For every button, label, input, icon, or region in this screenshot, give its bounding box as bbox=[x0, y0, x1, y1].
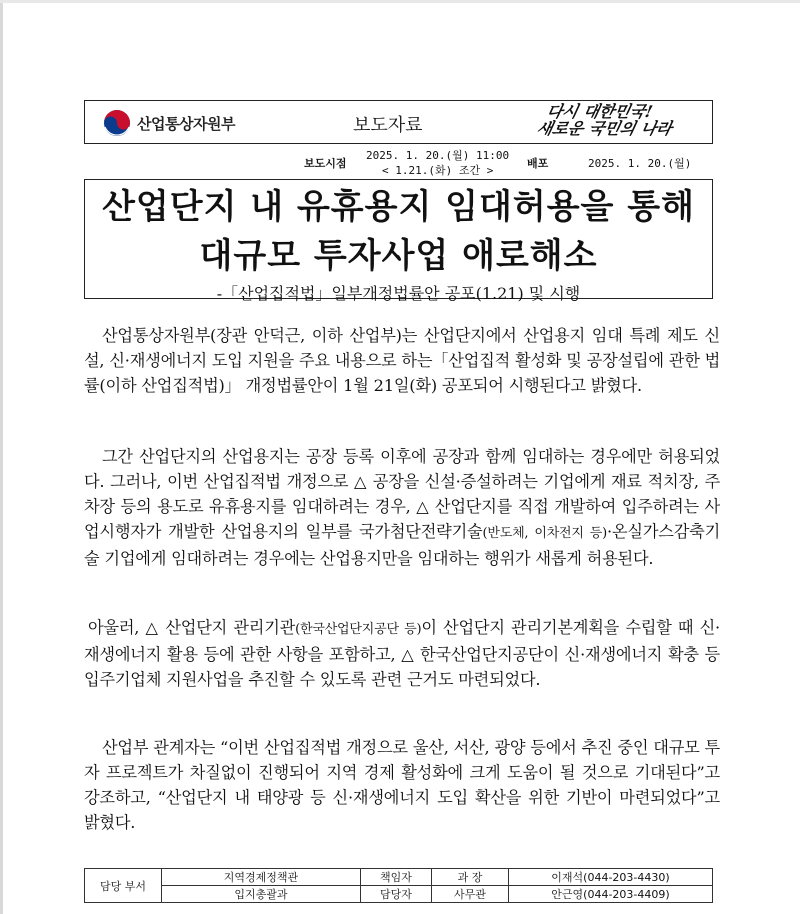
slogan-line-1: 다시 대한민국! bbox=[544, 102, 655, 121]
responsible-title-cell: 과 장 bbox=[432, 869, 509, 886]
government-emblem-icon bbox=[103, 109, 131, 137]
document-type: 보도자료 bbox=[353, 115, 423, 136]
embargo-label: 보도시점 bbox=[304, 157, 347, 170]
header-box bbox=[84, 100, 713, 144]
dept-label-cell: 담당 부서 bbox=[85, 869, 162, 903]
staff-name-cell: 안근영(044-203-4409) bbox=[509, 886, 713, 903]
contact-table bbox=[84, 868, 713, 903]
page-edge-left bbox=[0, 0, 3, 914]
slogan-logo bbox=[533, 103, 703, 143]
page-edge-top bbox=[0, 0, 800, 3]
staff-title-cell: 사무관 bbox=[432, 886, 509, 903]
contact-row-2 bbox=[85, 886, 713, 903]
distribution-label: 배포 bbox=[527, 157, 549, 170]
ministry-name: 산업통상자원부 bbox=[137, 115, 235, 133]
paragraph-1 bbox=[84, 323, 720, 398]
dept-line-1-cell: 지역경제정책관 bbox=[162, 869, 361, 886]
responsible-name-cell: 이재석(044-203-4430) bbox=[509, 869, 713, 886]
responsible-label-cell: 책임자 bbox=[361, 869, 432, 886]
paragraph-3-text-a: 아울러, △ 산업단지 관리기관 bbox=[88, 618, 296, 637]
title-box bbox=[84, 179, 713, 303]
paragraph-2 bbox=[84, 444, 720, 571]
paragraph-2-text-a: 그간 산업단지의 산업용지는 공장 등록 이후에 공장과 함께 임대하는 경우에만 허용되었다. 그러나, 이번 산업집적법 개정으로 △ 공장을 신설·증설하려는 기업에게 재료 적치장, 주차장 등의 용도로 유휴용지를 임대하려는 경우, △ 산업단지를 직접 개발하여 입주하려는 사업시행자가 개발한 산업용지의 일부를 국가첨단전략기술 bbox=[84, 447, 720, 541]
paragraph-3-text-b: 이 산업단지 관리기본계획을 수립할 때 신·재생에너지 활용 등에 관한 사항을 포함하고, △ 한국산업단지공단이 신·재생에너지 확충 등 입주기업체 지원사업을 추진할 수 있도록 관련 근거도 마련되었다. bbox=[84, 618, 721, 689]
paragraph-1-text: 산업통상자원부(장관 안덕근, 이하 산업부)는 산업단지에서 산업용지 임대 특례 제도 신설, 신·재생에너지 도입 지원을 주요 내용으로 하는「산업집적 활성화 및 공장설립에 관한 법률(이하 산업집적법)」 개정법률안이 1월 21일(화) 공포되어 시행된다고 밝혔다. bbox=[84, 326, 721, 395]
contact-row-1 bbox=[85, 869, 713, 886]
staff-label-cell: 담당자 bbox=[361, 886, 432, 903]
headline-line-1: 산업단지 내 유휴용지 임대허용을 통해 bbox=[102, 187, 695, 227]
subtitle: -「산업집적법」일부개정법률안 공포(1.21) 및 시행 bbox=[216, 284, 581, 303]
paragraph-4 bbox=[84, 735, 720, 835]
embargo-value: 2025. 1. 20.(월) 11:00 bbox=[366, 149, 510, 162]
distribution-value: 2025. 1. 20.(월) bbox=[588, 157, 692, 170]
slogan-line-2: 새로운 국민의 나라 bbox=[534, 119, 674, 138]
paragraph-2-text-b: ·온실가스감축기술 기업에게 임대하려는 경우에는 산업용지만을 임대하는 행위가 새롭게 허용된다. bbox=[84, 522, 721, 568]
headline-line-2: 대규모 투자사업 애로해소 bbox=[199, 236, 598, 276]
paragraph-4-text: 산업부 관계자는 “이번 산업집적법 개정으로 울산, 서산, 광양 등에서 추진 중인 대규모 투자 프로젝트가 차질없이 진행되어 지역 경제 활성화에 크게 도움이 될 것으로 기대된다”고 강조하고, “산업단지 내 태양광 등 신·재생에너지 도입 확산을 위한 기반이 마련되었다”고 밝혔다. bbox=[84, 738, 720, 832]
paragraph-3-paren: (한국산업단지공단 등) bbox=[295, 622, 422, 637]
paragraph-2-paren: (반도체, 이차전지 등) bbox=[482, 526, 607, 541]
embargo-note: < 1.21.(화) 조간 > bbox=[382, 164, 494, 177]
dept-line-2-cell: 입지총괄과 bbox=[162, 886, 361, 903]
paragraph-3 bbox=[84, 615, 720, 692]
